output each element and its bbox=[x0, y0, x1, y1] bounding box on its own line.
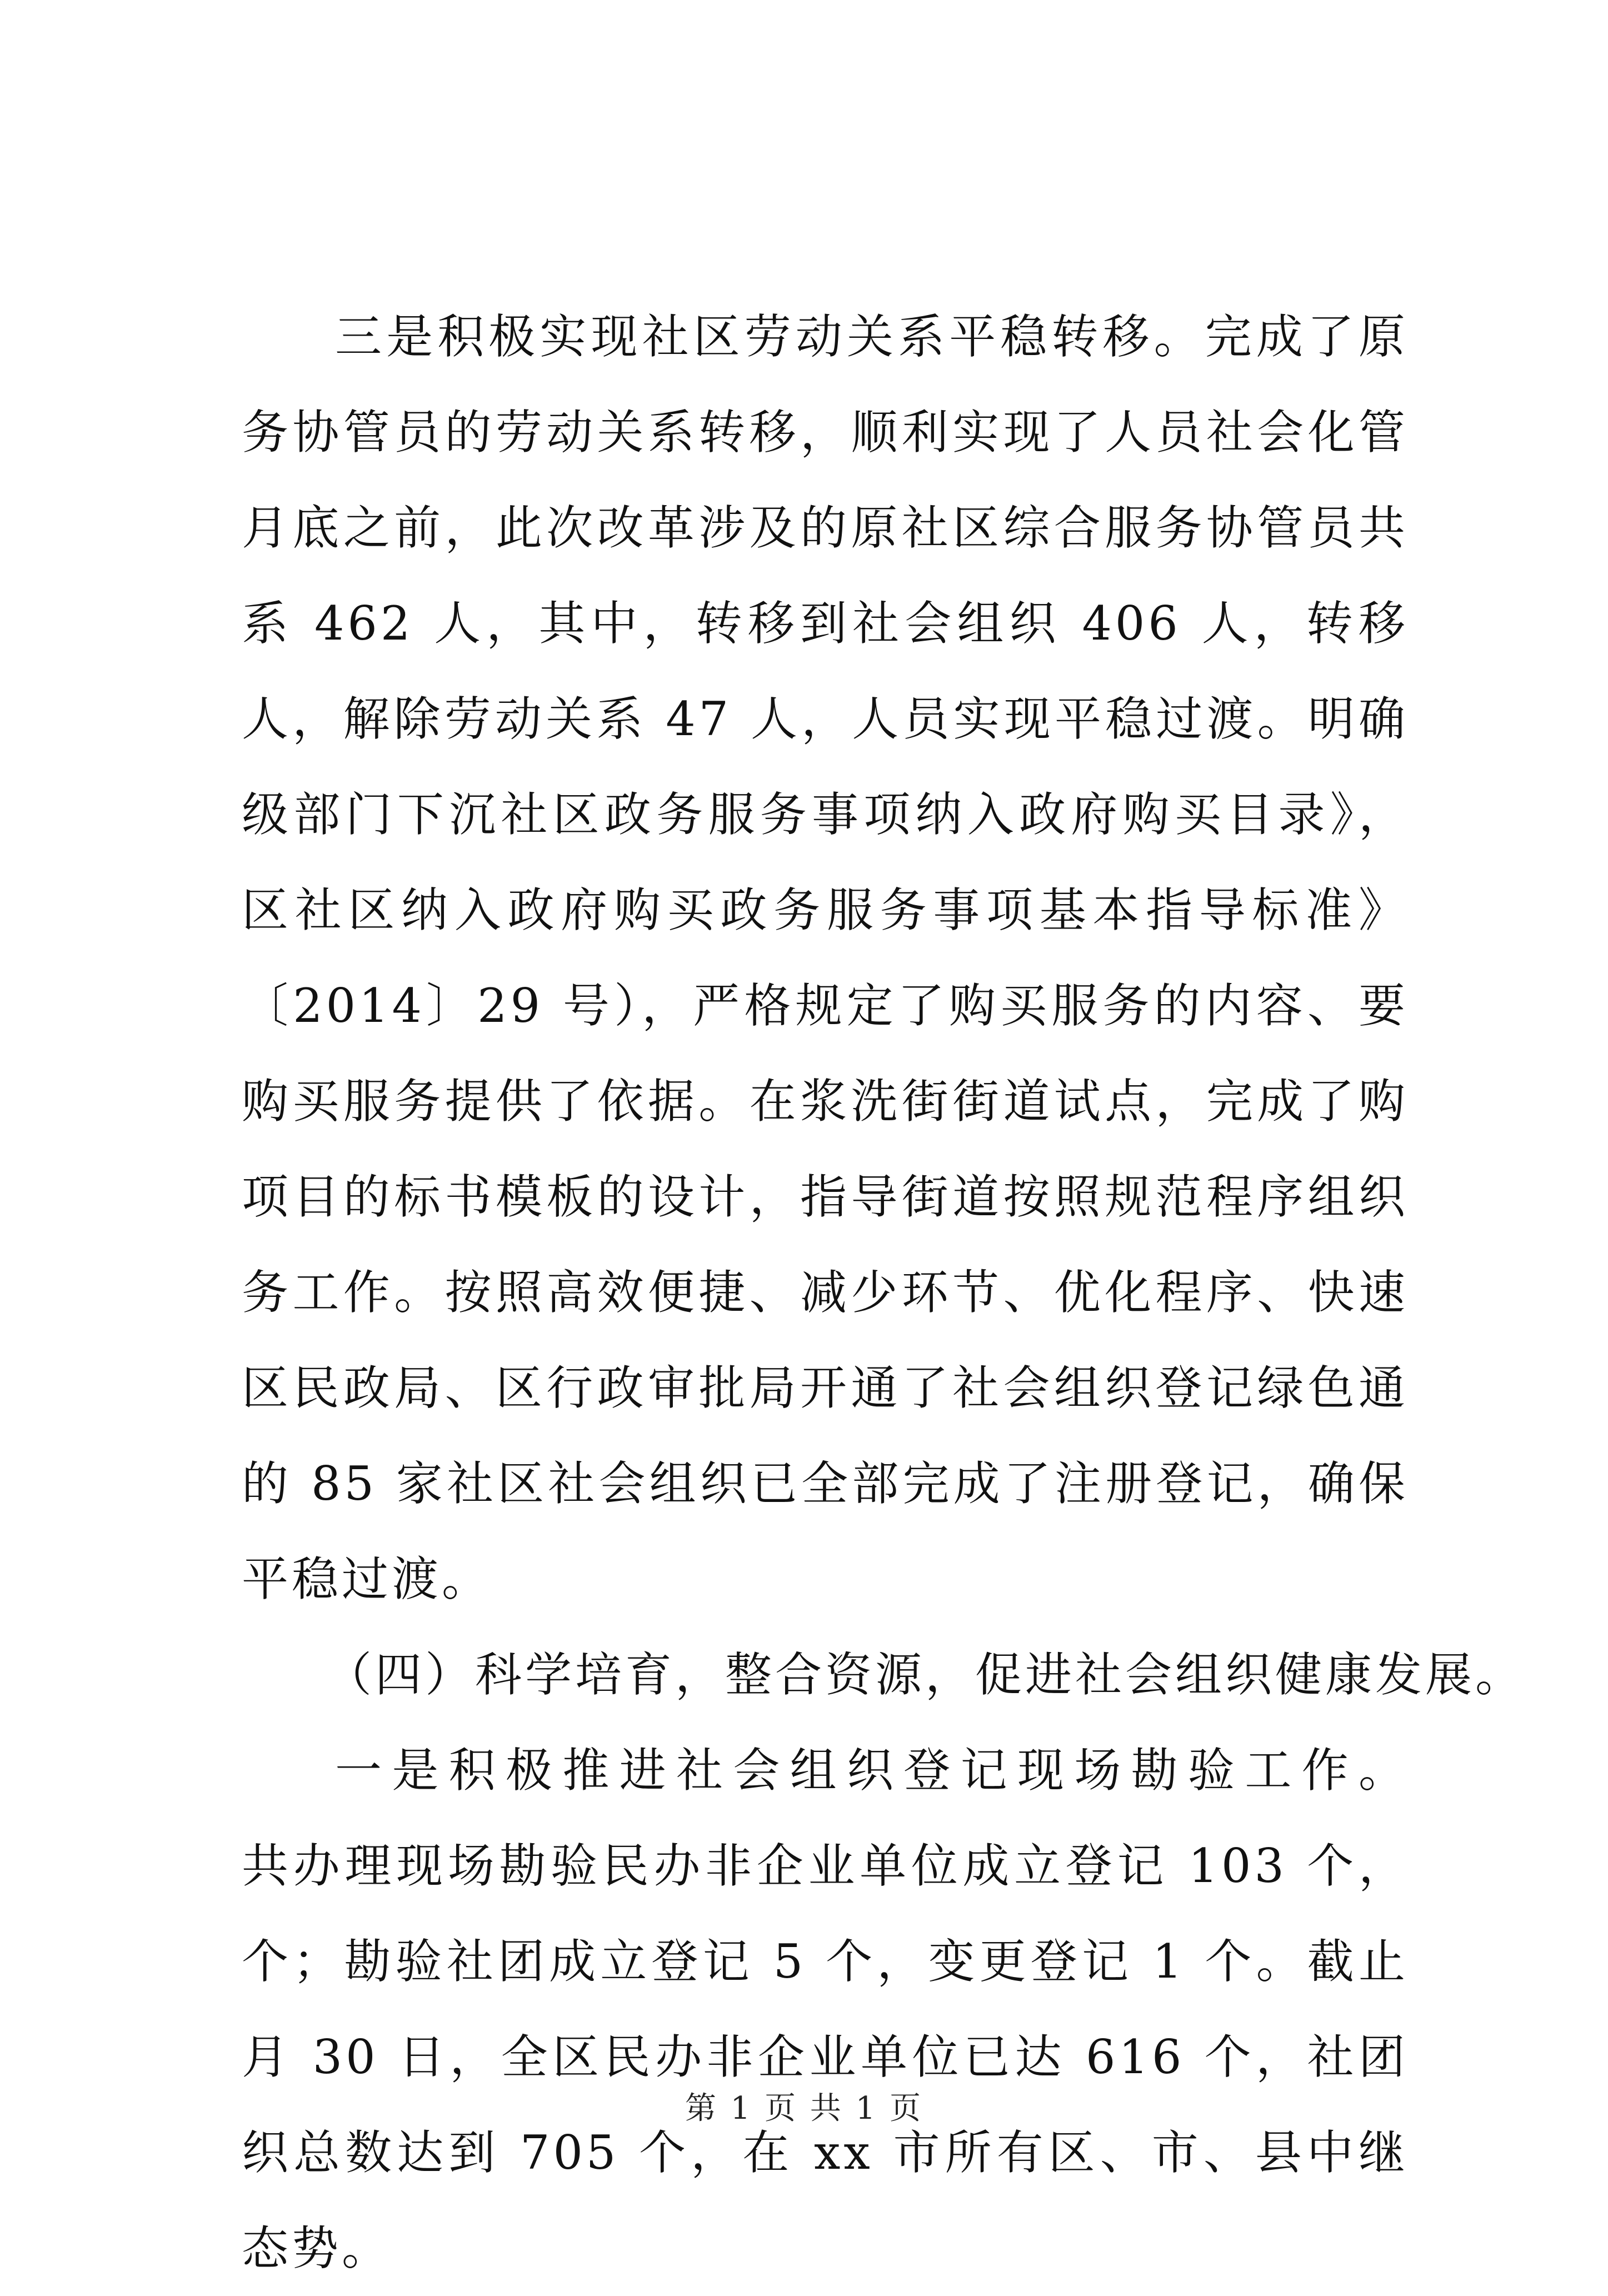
paragraph-line: 项目的标书模板的设计，指导街道按照规范程序组织 bbox=[242, 1170, 1409, 1224]
paragraph-line: 购买服务提供了依据。在浆洗街街道试点，完成了购 bbox=[242, 1074, 1409, 1129]
paragraph-line: 区民政局、区行政审批局开通了社会组织登记绿色通 bbox=[242, 1361, 1409, 1415]
paragraph-line: 共办理现场勘验民办非企业单位成立登记 103 个， bbox=[242, 1839, 1409, 1893]
paragraph-line: 织总数达到 705 个，在 xx 市所有区、市、县中继 bbox=[242, 2125, 1409, 2180]
page-number-footer: 第 1 页 共 1 页 bbox=[685, 2090, 923, 2127]
paragraph-line: 月 30 日，全区民办非企业单位已达 616 个，社团 bbox=[242, 2030, 1409, 2084]
paragraph-line: 级部门下沉社区政务服务事项纳入政府购买目录》， bbox=[242, 787, 1409, 842]
paragraph-line: 个；勘验社团成立登记 5 个，变更登记 1 个。截止 bbox=[242, 1934, 1409, 1989]
section-heading: （四）科学培育，整合资源，促进社会组织健康发展。 bbox=[325, 1648, 1526, 1702]
paragraph-line: 〔2014〕29 号），严格规定了购买服务的内容、要 bbox=[242, 979, 1409, 1033]
paragraph-line: 平稳过渡。 bbox=[242, 1552, 492, 1606]
paragraph-line: 态势。 bbox=[242, 2221, 392, 2275]
paragraph-line: 人，解除劳动关系 47 人，人员实现平稳过渡。明确 bbox=[242, 692, 1409, 746]
paragraph-line: 区社区纳入政府购买政务服务事项基本指导标准》 bbox=[242, 883, 1409, 937]
paragraph-line: 系 462 人，其中，转移到社会组织 406 人，转移 bbox=[242, 596, 1409, 651]
paragraph-line: 的 85 家社区社会组织已全部完成了注册登记，确保 bbox=[242, 1456, 1409, 1511]
paragraph-line: 务工作。按照高效便捷、减少环节、优化程序、快速 bbox=[242, 1265, 1409, 1320]
paragraph-line: 务协管员的劳动关系转移，顺利实现了人员社会化管 bbox=[242, 405, 1409, 460]
paragraph-line: 一是积极推进社会组织登记现场勘验工作。 bbox=[335, 1743, 1409, 1798]
paragraph-line: 三是积极实现社区劳动关系平稳转移。完成了原 bbox=[335, 310, 1409, 364]
paragraph-line: 月底之前，此次改革涉及的原社区综合服务协管员共 bbox=[242, 501, 1409, 555]
